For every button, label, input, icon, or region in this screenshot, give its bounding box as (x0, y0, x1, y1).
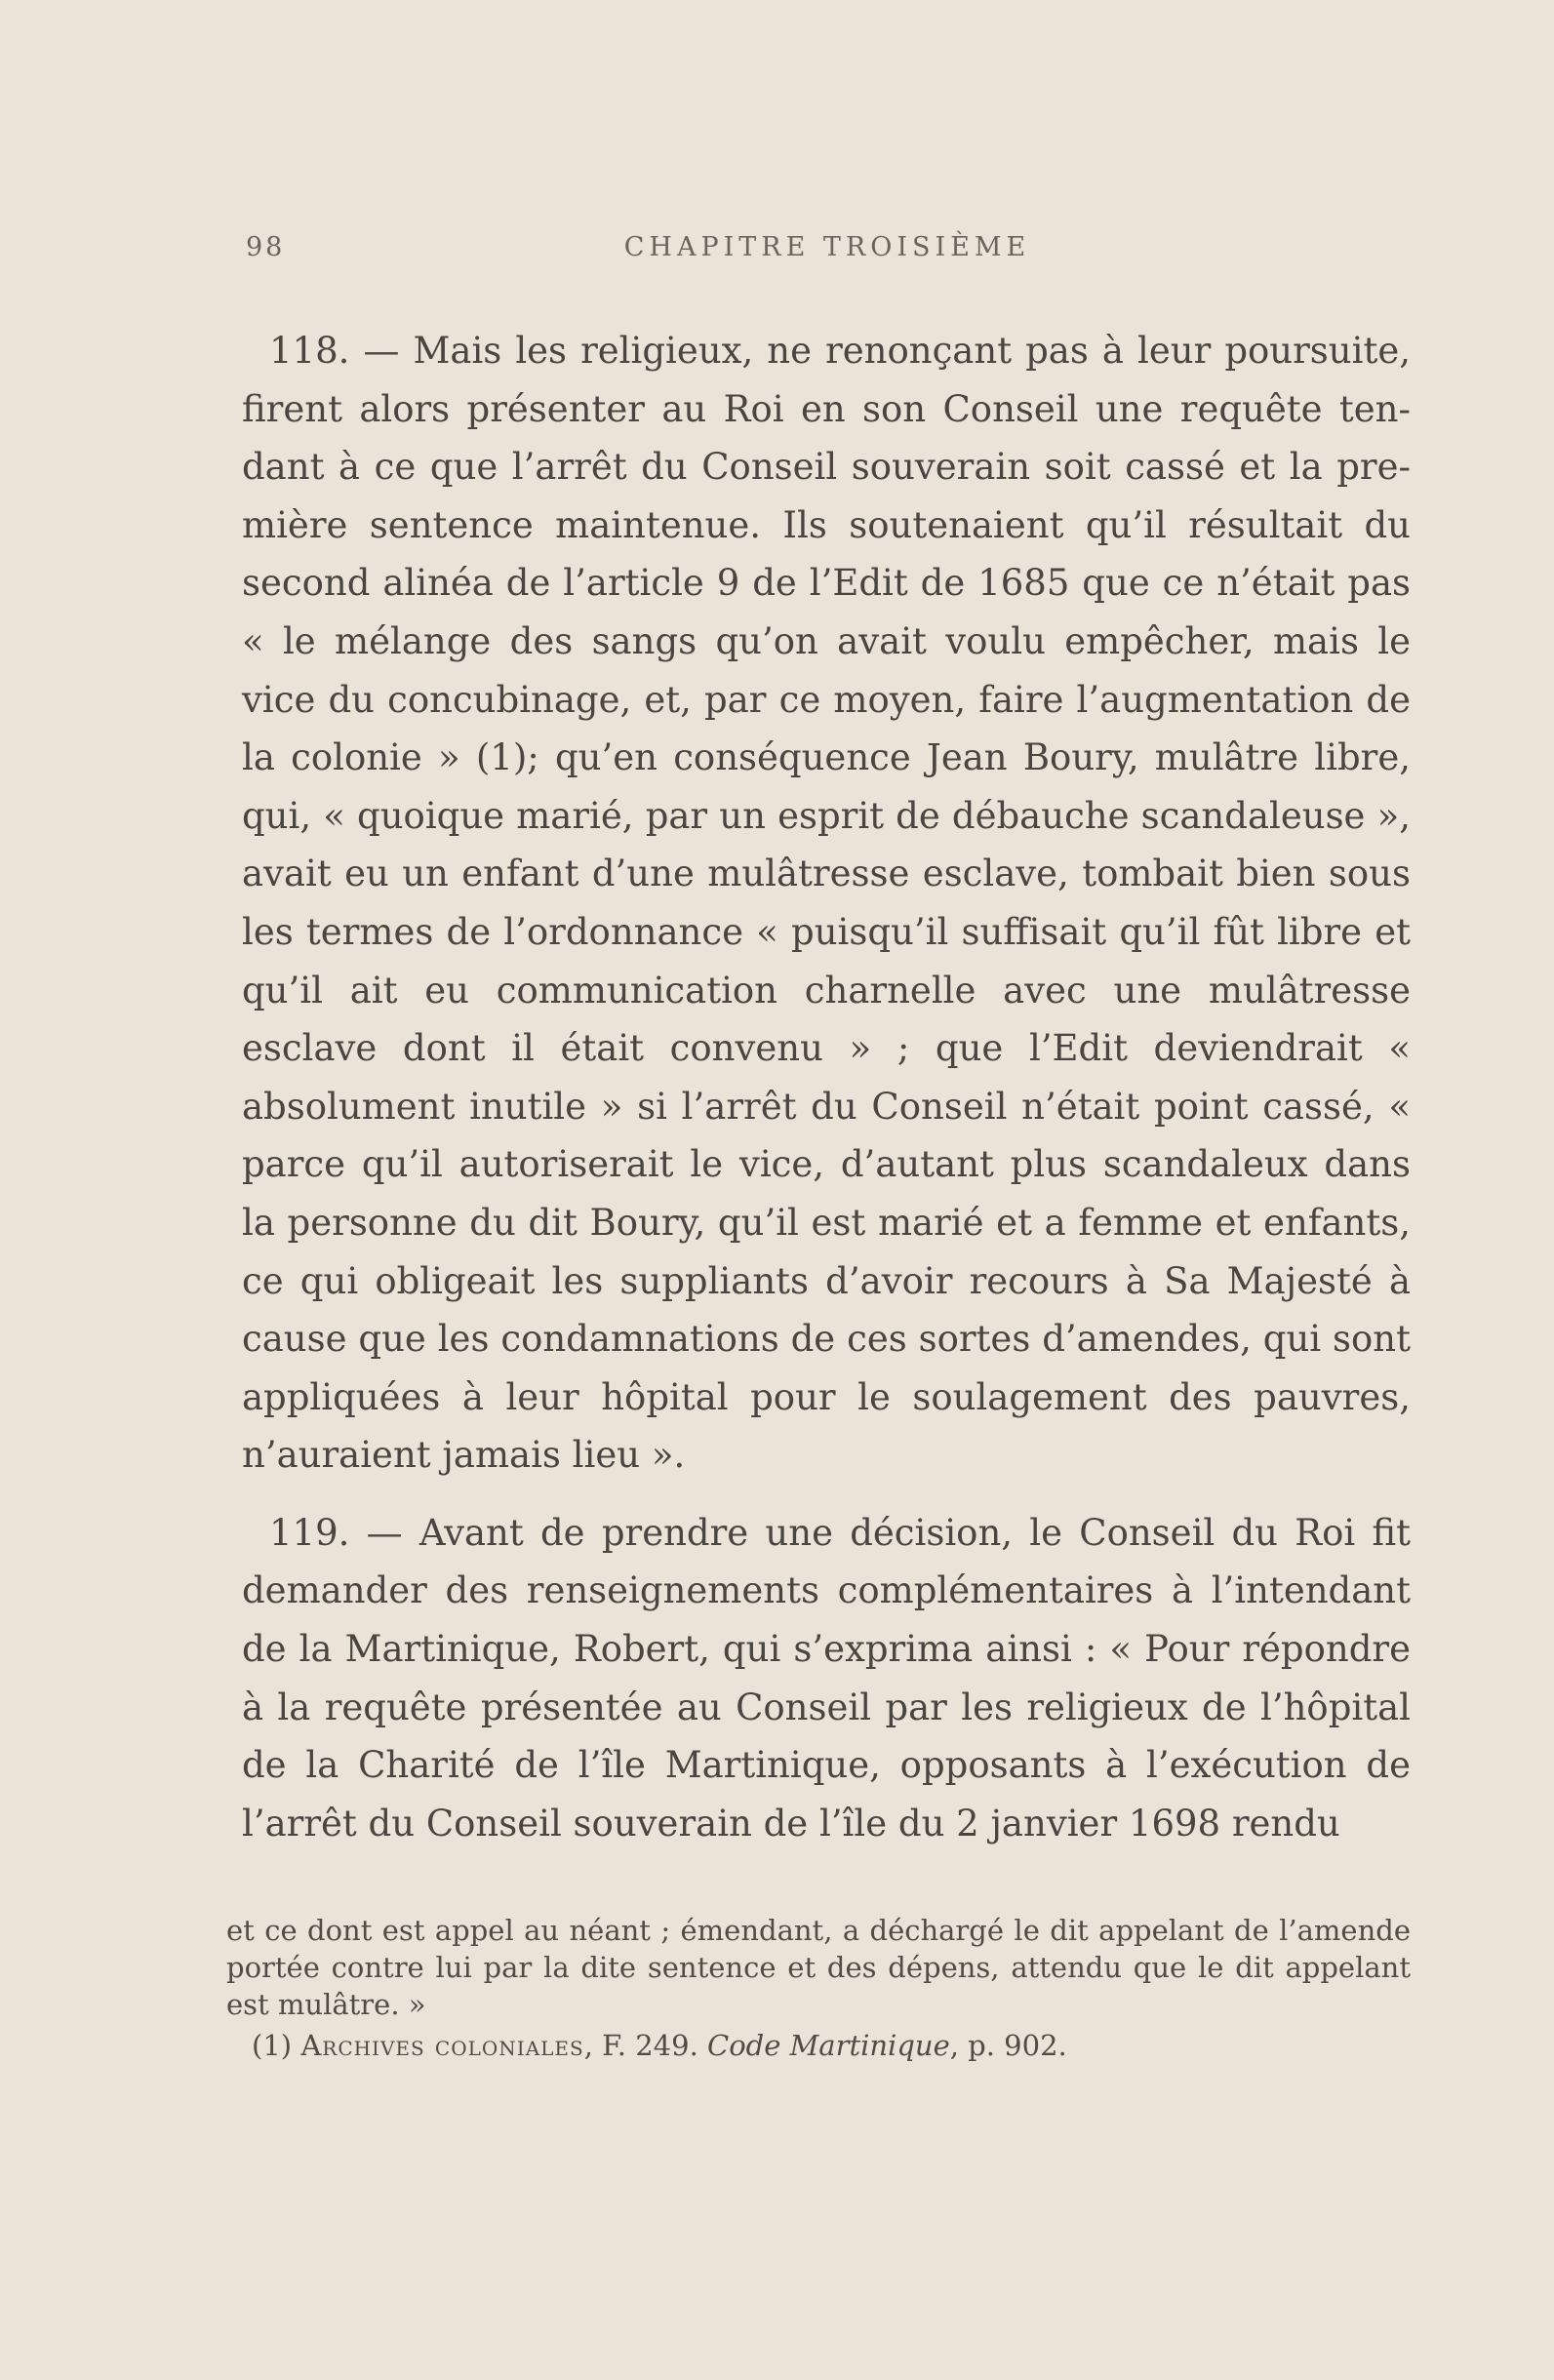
footnote-continuation: et ce dont est appel au néant ; émendant, a déchargé le dit appelant de l’amende portée contre lui par la dite sentence et des dépens, attendu que le dit appelant est mulâtre. » (226, 1914, 1411, 2021)
footnote-reference: , F. 249. (583, 2029, 708, 2062)
paragraph-118: 118. — Mais les religieux, ne renonçant pas à leur poursuite, firent alors présenter au Roi en son Conseil une requête tendant à ce que l’arrêt du Conseil souverain soit cassé et la première sentence maintenue. Ils soutenaient qu’il résultait du second alinéa de l’article 9 de l’Edit de 1685 que ce n’était pas « le mélange des sangs qu’on avait voulu empêcher, mais le vice du concubinage, et, par ce moyen, faire l’augmentation de la colonie » (1); qu’en conséquence Jean Boury, mulâtre libre, qui, « quoique marié, par un esprit de débauche scandaleuse », avait eu un enfant d’une mulâtresse esclave, tombait bien sous les termes de l’ordonnance « puisqu’il suffisait qu’il fût libre et qu’il ait eu communication charnelle avec une mulâtresse esclave dont il était convenu » ; que l’Edit deviendrait « absolument inutile » si l’arrêt du Conseil n’était point cassé, « parce qu’il autoriserait le vice, d’autant plus scandaleux dans la personne du dit Boury, qu’il est marié et a femme et enfants, ce qui obligeait les suppliants d’avoir recours à Sa Majesté à cause que les condamnations de ces sortes d’amendes, qui sont appliquées à leur hôpital pour le soulagement des pauvres, n’auraient jamais lieu ». (242, 330, 1411, 1477)
footnote-title: Code Martinique (707, 2029, 950, 2062)
chapter-title: CHAPITRE TROISIÈME (623, 232, 1031, 262)
paragraph-119: 119. — Avant de prendre une décision, le Conseil du Roi fit demander des renseignements complémentaires à l’intendant de la Martinique, Robert, qui s’exprima ainsi : « Pour répondre à la requête présentée au Conseil par les religieux de l’hôpital de la Charité de l’île Martinique, opposants à l’exécution de l’arrêt du Conseil souverain de l’île du 2 janvier 1698 rendu (242, 1511, 1411, 1844)
main-text (242, 322, 1411, 1852)
footnotes (226, 1912, 1411, 2064)
running-head (246, 232, 1409, 271)
footnote-1 (226, 2027, 1411, 2064)
footnote-marker: (1) (252, 2029, 293, 2062)
footnote-page: , p. 902. (949, 2029, 1067, 2062)
footnote-source: Archives coloniales (300, 2029, 584, 2062)
page-number: 98 (246, 232, 286, 262)
